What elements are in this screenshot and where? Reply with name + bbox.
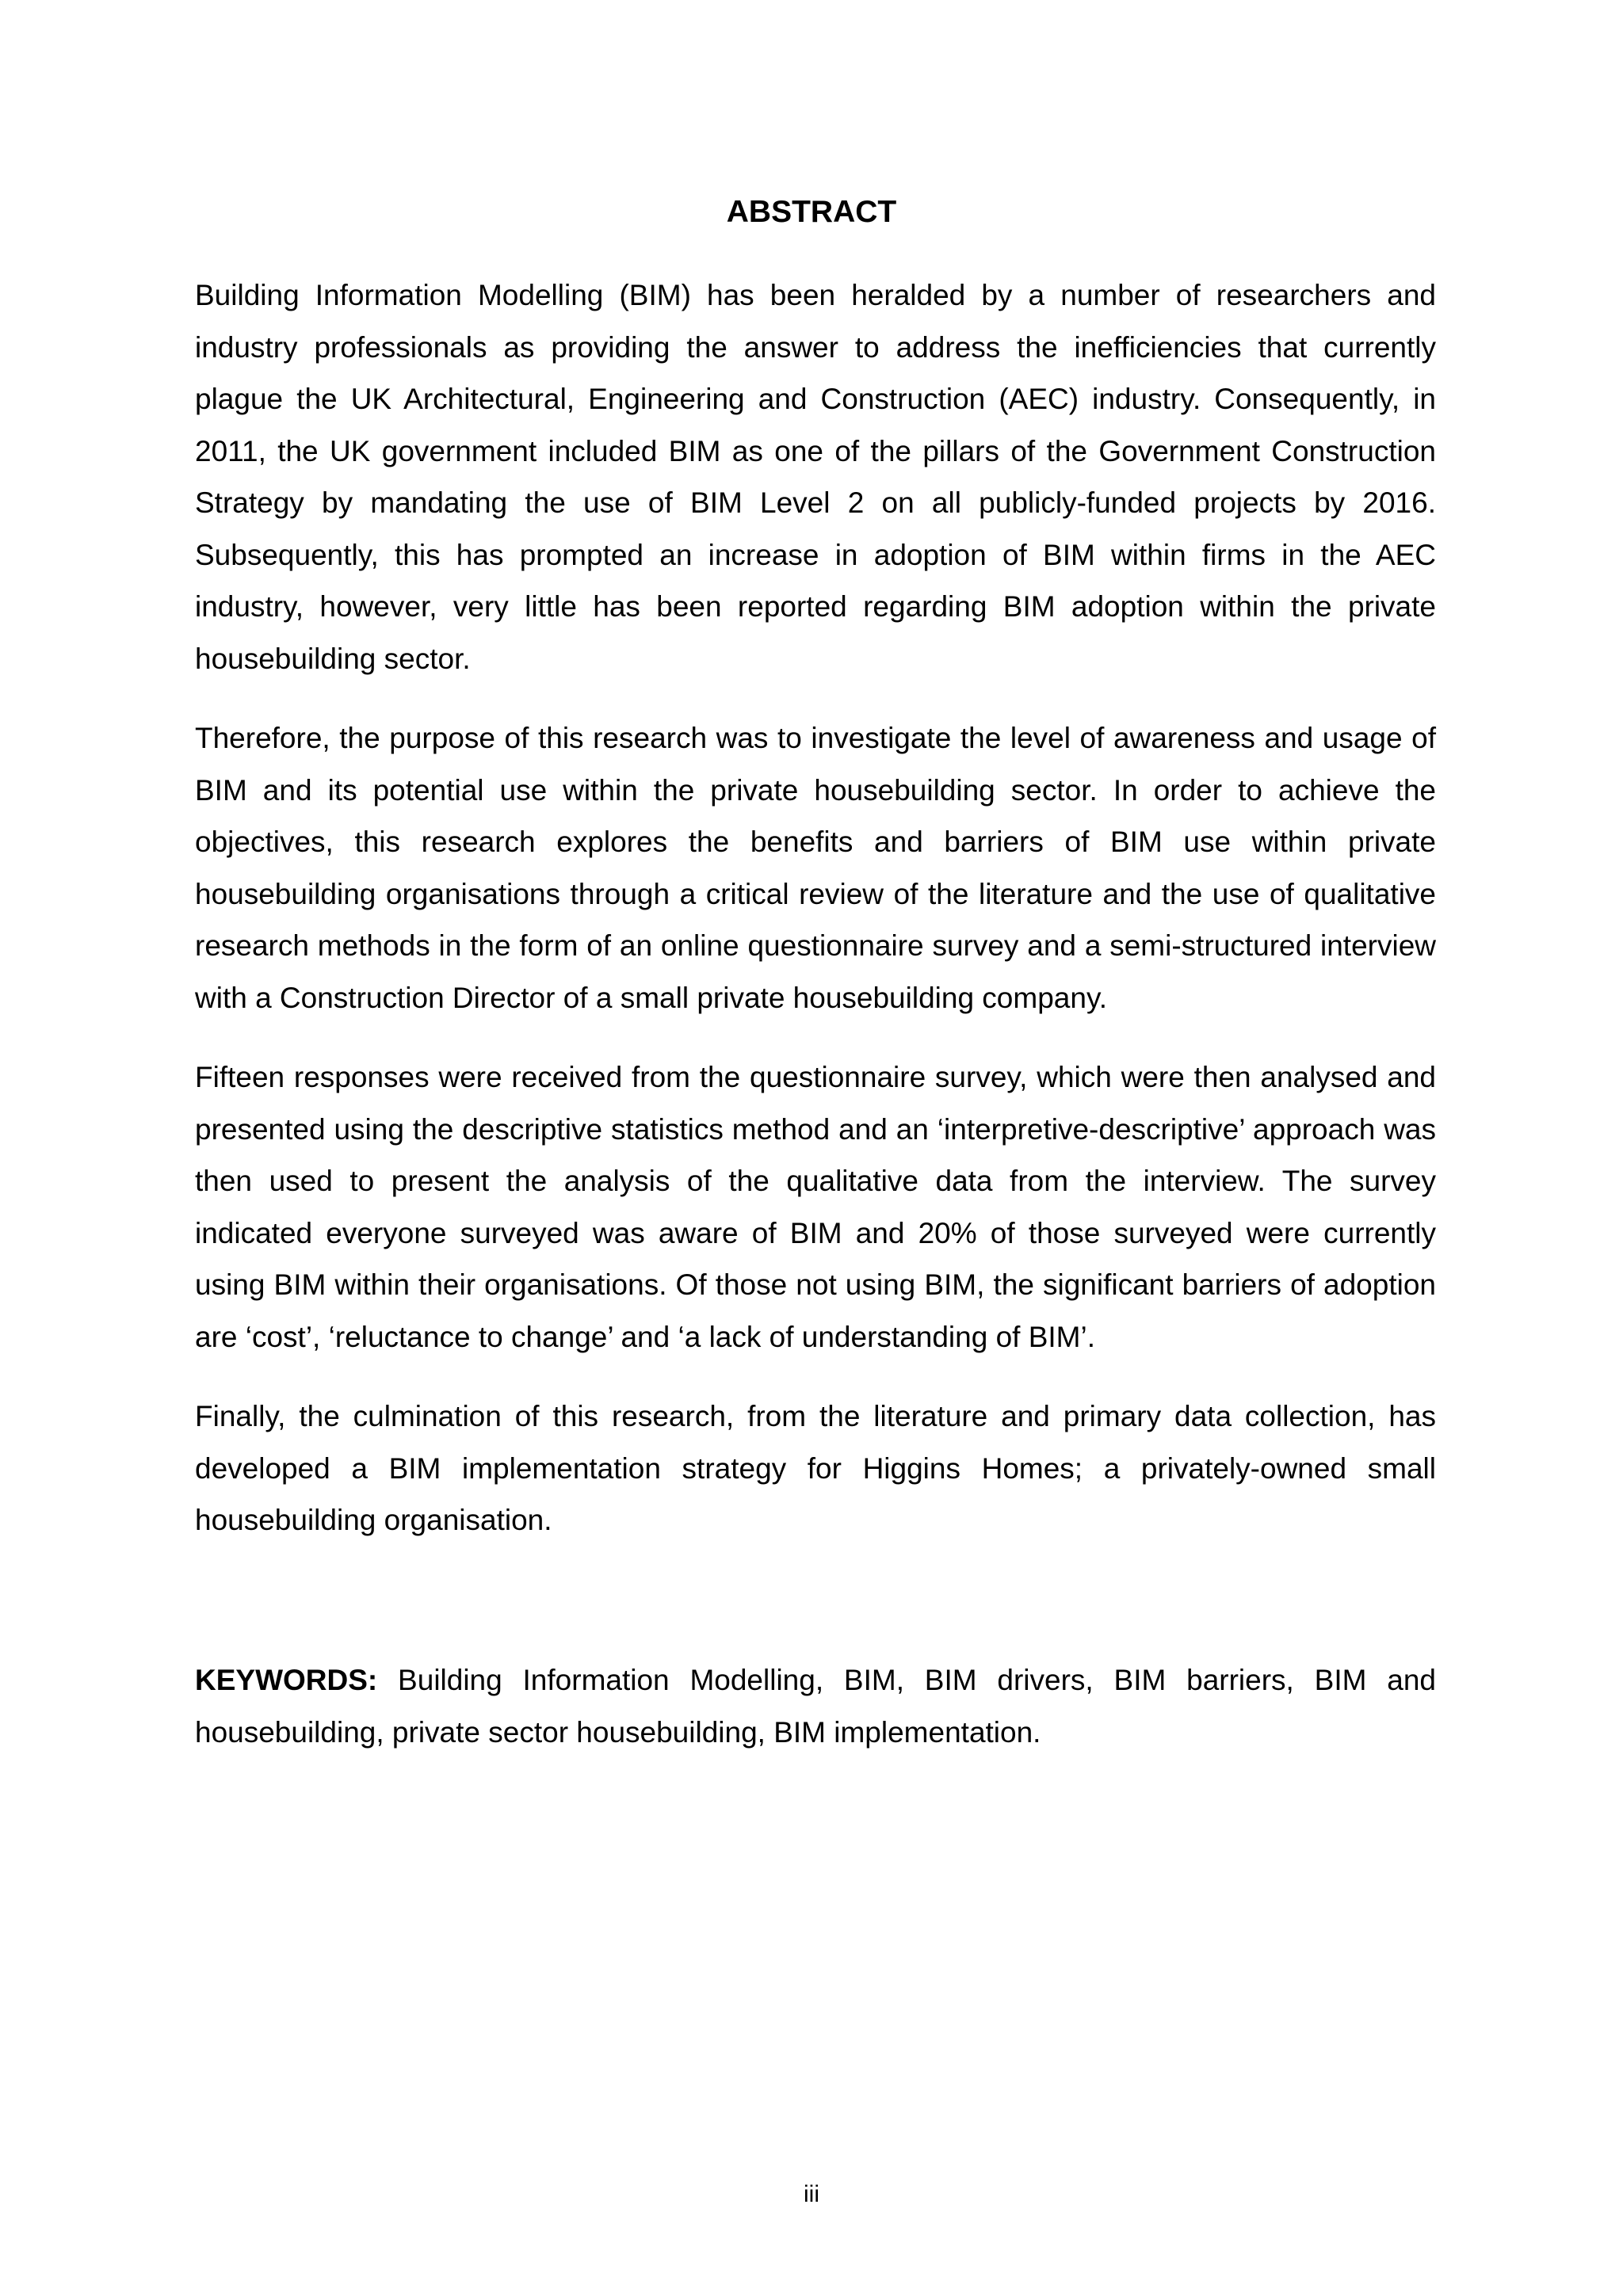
page-number: iii xyxy=(804,2181,819,2207)
abstract-paragraph-2: Therefore, the purpose of this research was to investigate the level of awareness and usage of BIM and its potential use within the private housebuilding sector. In order to achieve the objectives, this research explores the benefits and barriers of BIM use within private housebuilding organisations through a critical review of the literature and the use of qualitative research methods in the form of an online questionnaire survey and a semi-structured interview with a Construction Director of a small private housebuilding company. xyxy=(195,722,1436,1014)
keywords-text: Building Information Modelling, BIM, BIM drivers, BIM barriers, BIM and housebuilding, private sector housebuilding, BIM implementation. xyxy=(195,1664,1436,1749)
page-title: ABSTRACT xyxy=(726,195,897,229)
abstract-body xyxy=(195,269,1436,1574)
abstract-paragraph-4: Finally, the culmination of this research, from the literature and primary data collection, has developed a BIM implementation strategy for Higgins Homes; a privately-owned small housebuilding organisation. xyxy=(195,1400,1436,1536)
keywords-paragraph xyxy=(195,1654,1436,1758)
abstract-paragraph-3: Fifteen responses were received from the questionnaire survey, which were then analysed and presented using the descriptive statistics method and an ‘interpretive-descriptive’ approach was then used to present the analysis of the qualitative data from the interview. The survey indicated everyone surveyed was aware of BIM and 20% of those surveyed were currently using BIM within their organisations. Of those not using BIM, the significant barriers of adoption are ‘cost’, ‘reluctance to change’ and ‘a lack of understanding of BIM’. xyxy=(195,1061,1436,1353)
abstract-paragraph-1: Building Information Modelling (BIM) has been heralded by a number of researchers and industry professionals as providing the answer to address the inefficiencies that currently plague the UK Architectural, Engineering and Construction (AEC) industry. Consequently, in 2011, the UK government included BIM as one of the pillars of the Government Construction Strategy by mandating the use of BIM Level 2 on all publicly-funded projects by 2016. Subsequently, this has prompted an increase in adoption of BIM within firms in the AEC industry, however, very little has been reported regarding BIM adoption within the private housebuilding sector. xyxy=(195,279,1436,675)
keywords-label: KEYWORDS: xyxy=(195,1664,378,1696)
